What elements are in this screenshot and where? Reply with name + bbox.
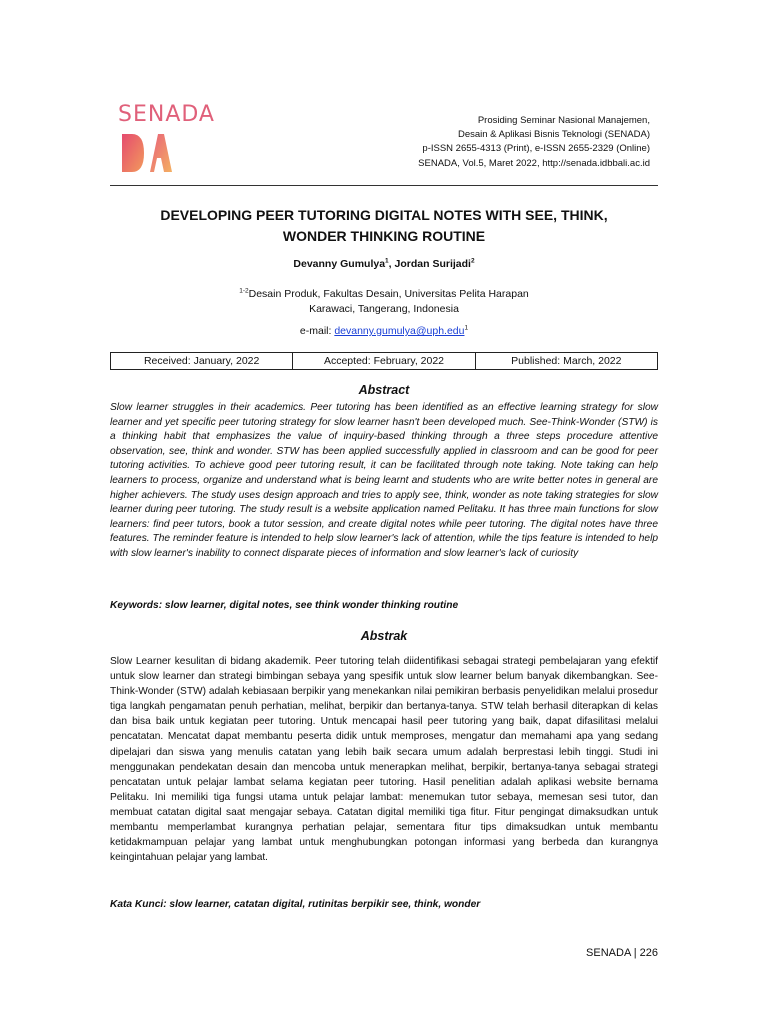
header-divider <box>110 185 658 186</box>
journal-header <box>330 114 650 171</box>
logo-wordmark: SENADA <box>118 102 215 127</box>
published-date: Published: March, 2022 <box>511 355 622 367</box>
keywords: Keywords: slow learner, digital notes, see think wonder thinking routine <box>110 600 459 611</box>
header-line: Desain & Aplikasi Bisnis Teknologi (SENADA) <box>457 129 650 141</box>
title-line: DEVELOPING PEER TUTORING DIGITAL NOTES WITH SEE, THINK, <box>160 207 608 223</box>
email-label: e-mail: <box>299 325 335 337</box>
paper-title <box>110 205 658 247</box>
author-sup: 1 <box>385 257 389 265</box>
page-footer: SENADA | 226 <box>586 947 658 959</box>
abstract-body: Slow learner struggles in their academics. Peer tutoring has been identified as an effective learning strategy for slow learner and yet specific peer tutoring strategy for slow learner hasn't been developed much. See-Think-Wonder (STW) is a thinking habit that emphasizes the value of inquiry-based thinking through a three steps procedure attentive observation, see, think and wonder. STW has been applied successfully applied in classroom and can be good for peer tutoring activities. To achieve good peer tutoring result, it can be facilitated through note taking. Note taking can help learners to process, organize and understand what is being learnt and students who are write better notes in general are higher achievers. The study uses design approach and tries to apply see, think, wonder as note taking strategies for slow learner during peer tutoring. The study result is a website application named Pelitaku. It has three main functions for slow learners: find peer tutors, book a tutor session, and create digital notes while peer tutoring. The digital notes have three features. The reminder feature is intended to help slow learner's lack of attention, while the tips feature is intended to help with slow learner's inability to connect disparate pieces of information and slow learner's lack of curiosity <box>110 402 658 559</box>
author-name: Devanny Gumulya <box>293 258 386 270</box>
dates-table <box>110 352 658 370</box>
header-line: SENADA, Vol.5, Maret 2022, http://senada.idbbali.ac.id <box>418 157 650 169</box>
author-separator: , <box>388 258 395 270</box>
authors <box>110 258 658 270</box>
header-line: Prosiding Seminar Nasional Manajemen, <box>477 115 650 126</box>
email-link[interactable]: devanny.gumulya@uph.edu <box>334 325 465 337</box>
kata-kunci: Kata Kunci: slow learner, catatan digital, rutinitas berpikir see, think, wonder <box>110 899 481 910</box>
affiliation-line: Karawaci, Tangerang, Indonesia <box>309 303 459 315</box>
senada-logo <box>118 102 215 174</box>
logo-mark-icon <box>120 132 172 174</box>
author-sup: 2 <box>470 257 475 265</box>
affiliation-sup: 1-2 <box>239 287 249 295</box>
affiliation <box>110 287 658 317</box>
abstract-heading: Abstract <box>358 383 410 397</box>
title-line: WONDER THINKING ROUTINE <box>282 228 486 244</box>
author-name: Jordan Surijadi <box>394 258 471 270</box>
header-line: p-ISSN 2655-4313 (Print), e-ISSN 2655-2329 (Online) <box>422 143 650 155</box>
affiliation-line: Desain Produk, Fakultas Desain, Universitas Pelita Harapan <box>248 288 529 300</box>
abstrak-body: Slow Learner kesulitan di bidang akademik. Peer tutoring telah diidentifikasi sebagai strategi pembelajaran yang efektif untuk slow learner dan strategi bimbingan sebaya yang spesifik untuk slow learner belum banyak dikembangkan. See-Think-Wonder (STW) adalah kebiasaan berpikir yang menekankan nilai pemikiran berbasis penyelidikan melalui prosedur tiga langkah pengamatan penuh perhatian, melihat, berpikir dan bertanya-tanya. STW telah berhasil diterapkan di kelas dan bisa baik untuk kegiatan peer tutoring. Untuk mencapai hasil peer tutoring yang baik, dapat difasilitasi melalui pencatatan. Mencatat dapat membantu peserta didik untuk memproses, mengatur dan memahami apa yang sedang dipelajari dan siswa yang menulis catatan yang lebih baik secara umum adalah berprestasi lebih tinggi. Studi ini menggunakan pendekatan desain dan mencoba untuk menerapkan melihat, berpikir, bertanya-tanya sebagai strategi pencatatan untuk pelajar lambat selama kegiatan peer tutoring. Hasil penelitian adalah aplikasi website bernama Pelitaku. Ini memiliki tiga fungsi utama untuk pelajar lambat: menemukan tutor sebaya, memesan sesi tutor, dan membuat catatan digital saat mengajar sebaya. Catatan digital memiliki tiga fitur. Fitur pengingat dimaksudkan untuk membantu memperlambat kurangnya perhatian pelajar, sementara fitur tips dimaksudkan untuk membantu ketidakmampuan pelajar yang lambat untuk menghubungkan potongan informasi yang berbeda dan kurangnya keingintahuan pelajar yang lambat. <box>110 656 658 864</box>
email-line <box>110 325 658 337</box>
received-date: Received: January, 2022 <box>111 353 293 369</box>
email-sup: 1 <box>464 324 469 332</box>
abstrak-heading: Abstrak <box>360 629 408 643</box>
accepted-date: Accepted: February, 2022 <box>293 353 475 369</box>
